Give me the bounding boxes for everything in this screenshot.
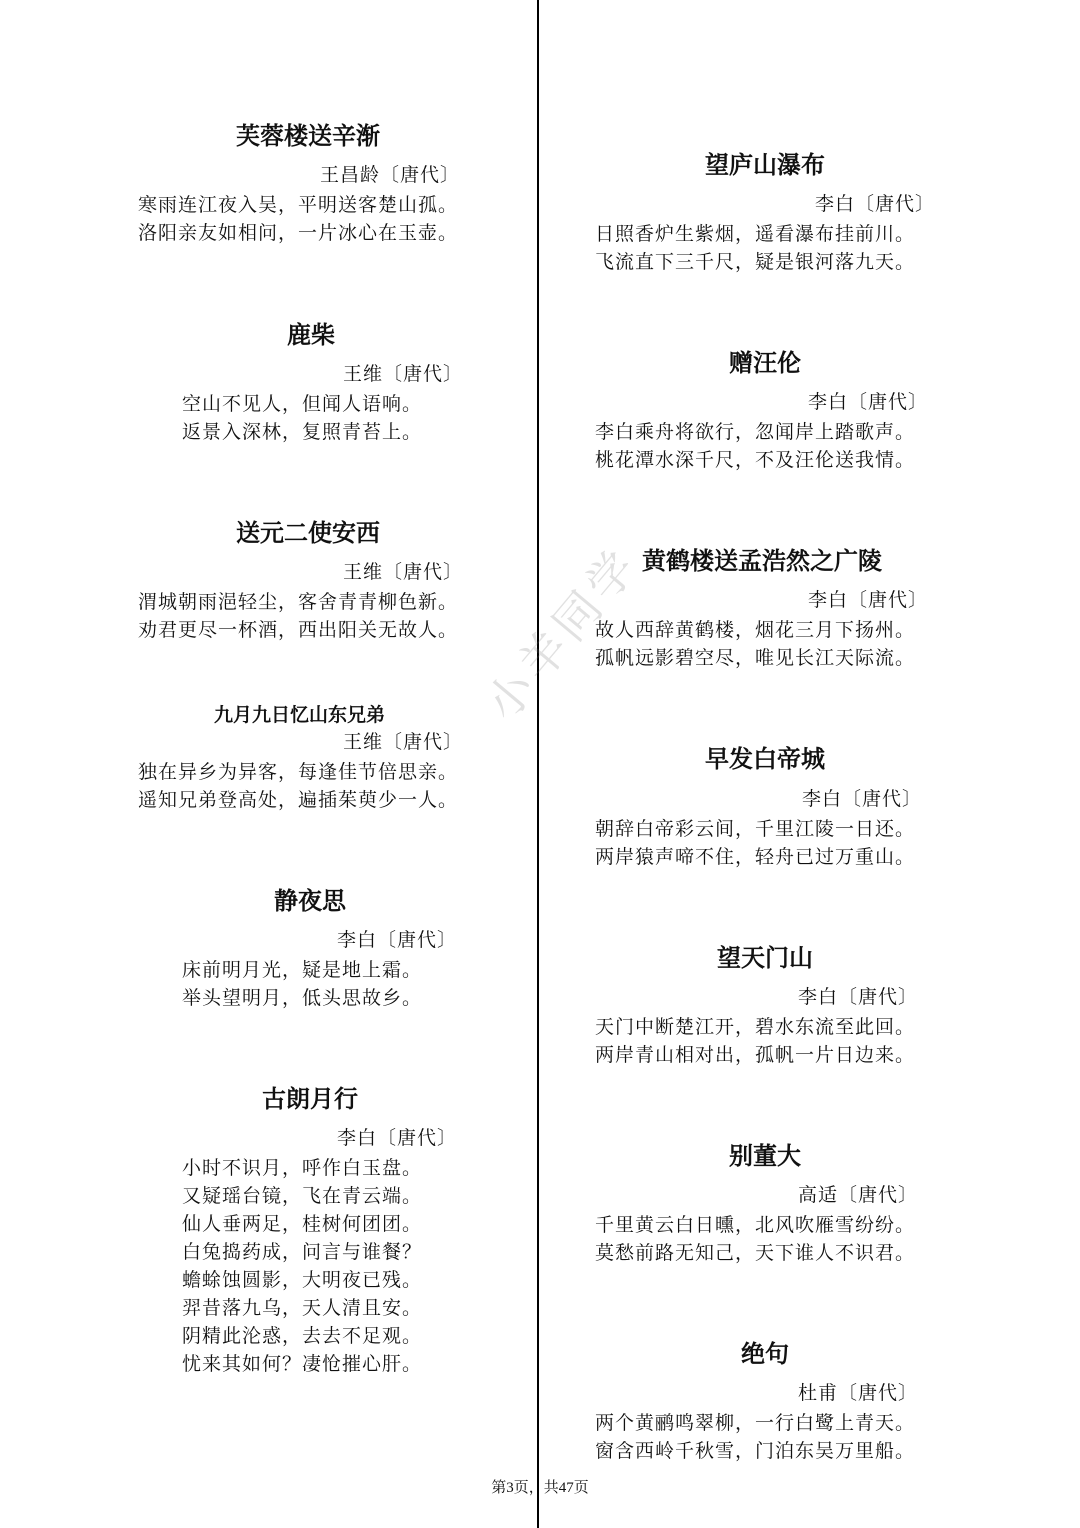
poem-line: 劝君更尽一杯酒，西出阳关无故人。: [138, 619, 459, 641]
poem-line: 洛阳亲友如相问，一片冰心在玉壶。: [138, 222, 459, 244]
poem-title: 古朗月行: [262, 1085, 358, 1113]
poem-line: 床前明月光，疑是地上霜。: [182, 959, 423, 981]
poem-line: 日照香炉生紫烟，遥看瀑布挂前川。: [595, 223, 916, 245]
page-number: 第3页，共47页: [491, 1480, 589, 1496]
poem-title: 望庐山瀑布: [705, 151, 825, 179]
poem-line: 寒雨连江夜入吴，平明送客楚山孤。: [138, 194, 459, 216]
poem-line: 小时不识月，呼作白玉盘。: [182, 1157, 423, 1179]
poem-line: 白兔捣药成，问言与谁餐？: [182, 1241, 423, 1263]
poem-title: 绝句: [741, 1340, 789, 1368]
poem-line: 窗含西岭千秋雪，门泊东吴万里船。: [595, 1440, 916, 1462]
poem-line: 渭城朝雨浥轻尘，客舍青青柳色新。: [138, 591, 459, 613]
poem-line: 桃花潭水深千尺，不及汪伦送我情。: [595, 449, 916, 471]
poem-author: 杜甫〔唐代〕: [798, 1382, 919, 1404]
poem-author: 李白〔唐代〕: [802, 788, 923, 810]
poem-author: 王维〔唐代〕: [343, 363, 464, 385]
poem-title: 鹿柴: [287, 321, 335, 349]
poem-line: 飞流直下三千尺，疑是银河落九天。: [595, 251, 916, 273]
poem-line: 又疑瑶台镜，飞在青云端。: [182, 1185, 423, 1207]
poem-line: 返景入深林，复照青苔上。: [182, 421, 423, 443]
poem-line: 两岸猿声啼不住，轻舟已过万重山。: [595, 846, 916, 868]
poem-line: 仙人垂两足，桂树何团团。: [182, 1213, 423, 1235]
poem-line: 忧来其如何？凄怆摧心肝。: [182, 1353, 423, 1375]
poem-line: 李白乘舟将欲行，忽闻岸上踏歌声。: [595, 421, 916, 443]
poem-title: 赠汪伦: [729, 349, 801, 377]
poem-line: 空山不见人，但闻人语响。: [182, 393, 423, 415]
poem-title: 黄鹤楼送孟浩然之广陵: [642, 547, 882, 575]
poem-title: 九月九日忆山东兄弟: [214, 704, 386, 726]
poem-line: 羿昔落九乌，天人清且安。: [182, 1297, 423, 1319]
poem-author: 李白〔唐代〕: [815, 193, 936, 215]
poem-author: 王维〔唐代〕: [343, 731, 464, 753]
poem-line: 朝辞白帝彩云间，千里江陵一日还。: [595, 818, 916, 840]
poem-author: 王昌龄〔唐代〕: [320, 164, 461, 186]
poem-line: 孤帆远影碧空尽，唯见长江天际流。: [595, 647, 916, 669]
poem-author: 王维〔唐代〕: [343, 561, 464, 583]
column-divider: [537, 0, 539, 1528]
poem-author: 李白〔唐代〕: [808, 391, 929, 413]
poem-line: 蟾蜍蚀圆影，大明夜已残。: [182, 1269, 423, 1291]
poem-title: 别董大: [729, 1142, 801, 1170]
poem-author: 李白〔唐代〕: [337, 929, 458, 951]
poem-title: 送元二使安西: [236, 519, 380, 547]
poem-line: 举头望明月，低头思故乡。: [182, 987, 423, 1009]
poem-line: 独在异乡为异客，每逢佳节倍思亲。: [138, 761, 459, 783]
poem-title: 望天门山: [717, 944, 813, 972]
poem-line: 故人西辞黄鹤楼，烟花三月下扬州。: [595, 619, 916, 641]
poem-line: 阴精此沦惑，去去不足观。: [182, 1325, 423, 1347]
poem-line: 天门中断楚江开，碧水东流至此回。: [595, 1016, 916, 1038]
poem-author: 李白〔唐代〕: [798, 986, 919, 1008]
poem-line: 遥知兄弟登高处，遍插茱萸少一人。: [138, 789, 459, 811]
poem-author: 李白〔唐代〕: [337, 1127, 458, 1149]
poem-line: 莫愁前路无知己，天下谁人不识君。: [595, 1242, 916, 1264]
poem-title: 早发白帝城: [705, 745, 825, 773]
poem-author: 高适〔唐代〕: [798, 1184, 919, 1206]
watermark: 小羊同学: [474, 536, 650, 731]
poem-title: 芙蓉楼送辛渐: [236, 122, 380, 150]
poem-line: 千里黄云白日曛，北风吹雁雪纷纷。: [595, 1214, 916, 1236]
poem-title: 静夜思: [274, 887, 346, 915]
poem-line: 两岸青山相对出，孤帆一片日边来。: [595, 1044, 916, 1066]
poem-author: 李白〔唐代〕: [808, 589, 929, 611]
poem-line: 两个黄鹂鸣翠柳，一行白鹭上青天。: [595, 1412, 916, 1434]
